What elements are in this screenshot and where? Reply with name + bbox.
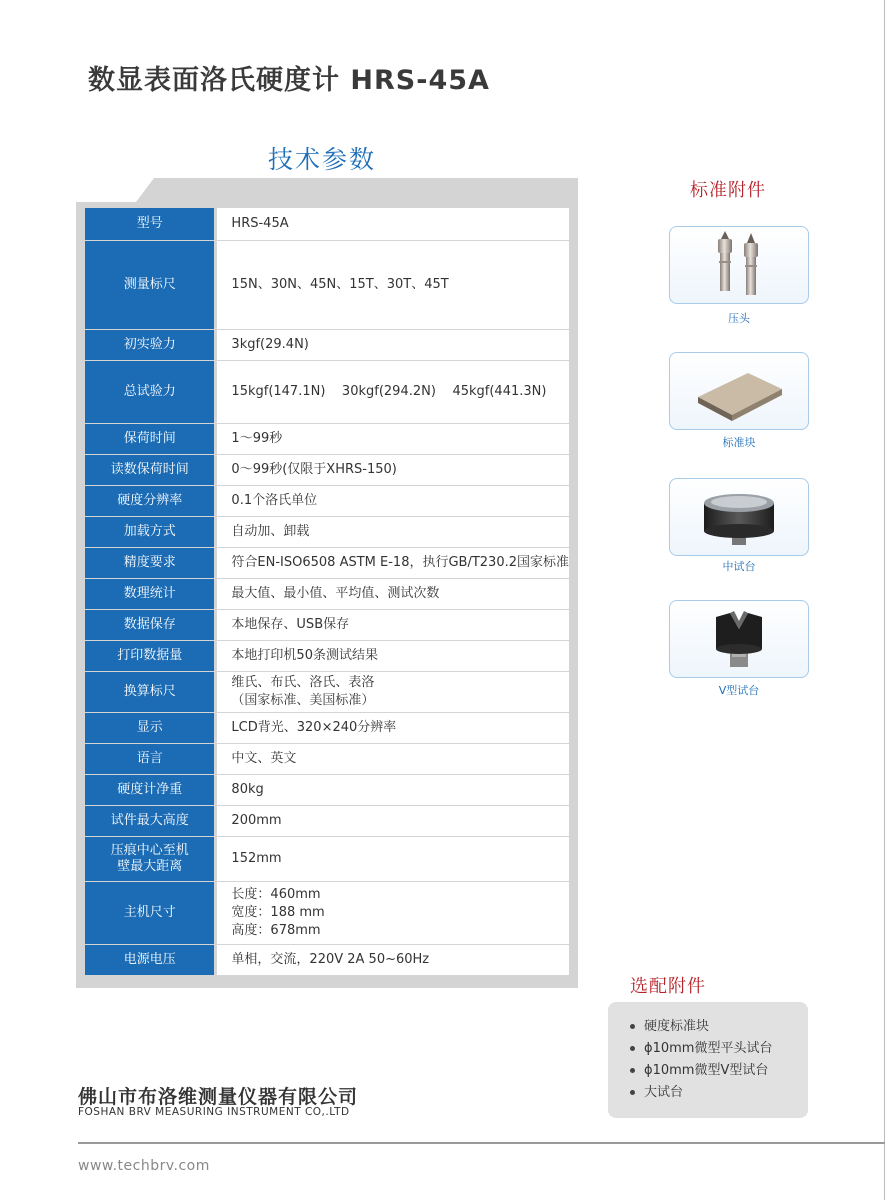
spec-row <box>85 610 570 641</box>
spec-row <box>85 837 570 882</box>
spec-key: 硬度分辨率 <box>85 486 216 517</box>
spec-value <box>216 361 570 424</box>
spec-value-line: （国家标准、美国标准） <box>231 693 375 708</box>
spec-value-line: 本地打印机50条测试结果 <box>231 648 378 663</box>
spec-row <box>85 208 570 241</box>
spec-value <box>216 775 570 806</box>
spec-key: 精度要求 <box>85 548 216 579</box>
spec-value <box>216 641 570 672</box>
accessory-label: 压头 <box>728 312 750 325</box>
optional-accessory-label: ϕ10mm微型V型试台 <box>644 1063 769 1078</box>
spec-row <box>85 517 570 548</box>
spec-row <box>85 641 570 672</box>
optional-accessory-item <box>630 1038 772 1060</box>
spec-row <box>85 806 570 837</box>
spec-key: 语言 <box>85 744 216 775</box>
standard-accessories-title: 标准附件 <box>690 180 766 201</box>
optional-accessories-title: 选配附件 <box>630 976 706 997</box>
spec-key: 加载方式 <box>85 517 216 548</box>
company-name-cn: 佛山市布洛维测量仪器有限公司 <box>78 1086 359 1108</box>
spec-value <box>216 424 570 455</box>
spec-value-line: 200mm <box>231 813 282 828</box>
optional-accessory-label: ϕ10mm微型平头试台 <box>644 1041 773 1056</box>
v-anvil-icon <box>670 601 808 677</box>
spec-value <box>216 713 570 744</box>
spec-row <box>85 713 570 744</box>
bullet-icon <box>630 1068 635 1073</box>
spec-key <box>85 837 216 882</box>
spec-value <box>216 672 570 713</box>
spec-row <box>85 455 570 486</box>
accessory-label: 标准块 <box>722 436 756 449</box>
spec-key: 读数保荷时间 <box>85 455 216 486</box>
spec-value <box>216 455 570 486</box>
spec-row <box>85 330 570 361</box>
indenter-icon <box>670 227 808 303</box>
spec-key: 电源电压 <box>85 945 216 976</box>
spec-value-line: 本地保存、USB保存 <box>231 617 350 632</box>
spec-value-line: 3kgf(29.4N) <box>231 337 309 352</box>
spec-value-line: 1～99秒 <box>231 431 283 446</box>
spec-key: 总试验力 <box>85 361 216 424</box>
spec-value <box>216 882 570 945</box>
spec-key: 初实验力 <box>85 330 216 361</box>
spec-value <box>216 486 570 517</box>
spec-value <box>216 837 570 882</box>
bullet-icon <box>630 1046 635 1051</box>
spec-value-line: 长度：460mm <box>231 887 321 902</box>
spec-value-line: 维氏、布氏、洛氏、表洛 <box>231 675 375 690</box>
spec-row <box>85 775 570 806</box>
optional-accessory-item <box>630 1082 772 1104</box>
spec-value-line: 80kg <box>231 782 264 797</box>
optional-accessories-list <box>630 1016 772 1104</box>
spec-key: 主机尺寸 <box>85 882 216 945</box>
spec-value-line: 单相，交流，220V 2A 50~60Hz <box>231 952 430 967</box>
specs-title: 技术参数 <box>268 145 377 174</box>
spec-key: 数据保存 <box>85 610 216 641</box>
accessory-label: V型试台 <box>718 684 760 697</box>
spec-value-line: 0.1个洛氏单位 <box>231 493 318 508</box>
spec-key: 保荷时间 <box>85 424 216 455</box>
spec-value-line: 152mm <box>231 851 282 866</box>
test-block-icon <box>670 353 808 429</box>
spec-row <box>85 579 570 610</box>
spec-value-line: LCD背光、320×240分辨率 <box>231 720 397 735</box>
spec-value <box>216 579 570 610</box>
spec-value-line: 中文、英文 <box>231 751 297 766</box>
optional-accessory-label: 硬度标准块 <box>644 1019 710 1034</box>
spec-value <box>216 806 570 837</box>
spec-row <box>85 882 570 945</box>
spec-value-line: 宽度：188 mm <box>231 905 325 920</box>
page-title: 数显表面洛氏硬度计 HRS-45A <box>88 65 490 96</box>
spec-key: 型号 <box>85 208 216 241</box>
spec-value <box>216 241 570 330</box>
spec-value <box>216 330 570 361</box>
spec-row <box>85 672 570 713</box>
bullet-icon <box>630 1024 635 1029</box>
spec-key-line: 压痕中心至机 <box>110 843 189 858</box>
specs-table <box>84 207 570 976</box>
spec-value <box>216 548 570 579</box>
spec-key: 显示 <box>85 713 216 744</box>
accessory-card-test-block <box>669 352 809 430</box>
spec-value-line: 最大值、最小值、平均值、测试次数 <box>231 586 440 601</box>
medium-anvil-icon <box>670 479 808 555</box>
spec-value <box>216 208 570 241</box>
spec-row <box>85 424 570 455</box>
accessory-card-v-anvil <box>669 600 809 678</box>
spec-value-line: 符合EN-ISO6508 ASTM E-18，执行GB/T230.2国家标准 <box>231 555 569 570</box>
accessory-card-indenter <box>669 226 809 304</box>
spec-key: 换算标尺 <box>85 672 216 713</box>
spec-value-line: 高度：678mm <box>231 923 321 938</box>
spec-key: 数理统计 <box>85 579 216 610</box>
spec-row <box>85 548 570 579</box>
optional-accessory-label: 大试台 <box>644 1085 684 1100</box>
company-name-en: FOSHAN BRV MEASURING INSTRUMENT CO,.LTD <box>78 1106 350 1118</box>
spec-value-line: 0～99秒(仅限于XHRS-150) <box>231 462 397 477</box>
spec-row <box>85 361 570 424</box>
optional-accessory-item <box>630 1016 772 1038</box>
spec-row <box>85 744 570 775</box>
accessory-label: 中试台 <box>722 560 756 573</box>
spec-row <box>85 486 570 517</box>
website-link[interactable]: www.techbrv.com <box>78 1158 210 1174</box>
spec-key: 硬度计净重 <box>85 775 216 806</box>
spec-key-line: 壁最大距离 <box>117 859 183 874</box>
optional-accessory-item <box>630 1060 772 1082</box>
spec-row <box>85 241 570 330</box>
spec-value <box>216 517 570 548</box>
spec-key: 打印数据量 <box>85 641 216 672</box>
accessory-card-medium-anvil <box>669 478 809 556</box>
spec-value-line: 15kgf(147.1N) 30kgf(294.2N) 45kgf(441.3N) <box>231 384 547 399</box>
spec-value-line: HRS-45A <box>231 216 289 231</box>
spec-key: 测量标尺 <box>85 241 216 330</box>
spec-row <box>85 945 570 976</box>
footer-divider <box>78 1142 885 1144</box>
spec-value-line: 15N、30N、45N、15T、30T、45T <box>231 277 449 292</box>
spec-value <box>216 610 570 641</box>
spec-value <box>216 744 570 775</box>
spec-key: 试件最大高度 <box>85 806 216 837</box>
spec-value-line: 自动加、卸载 <box>231 524 310 539</box>
bullet-icon <box>630 1090 635 1095</box>
spec-value <box>216 945 570 976</box>
